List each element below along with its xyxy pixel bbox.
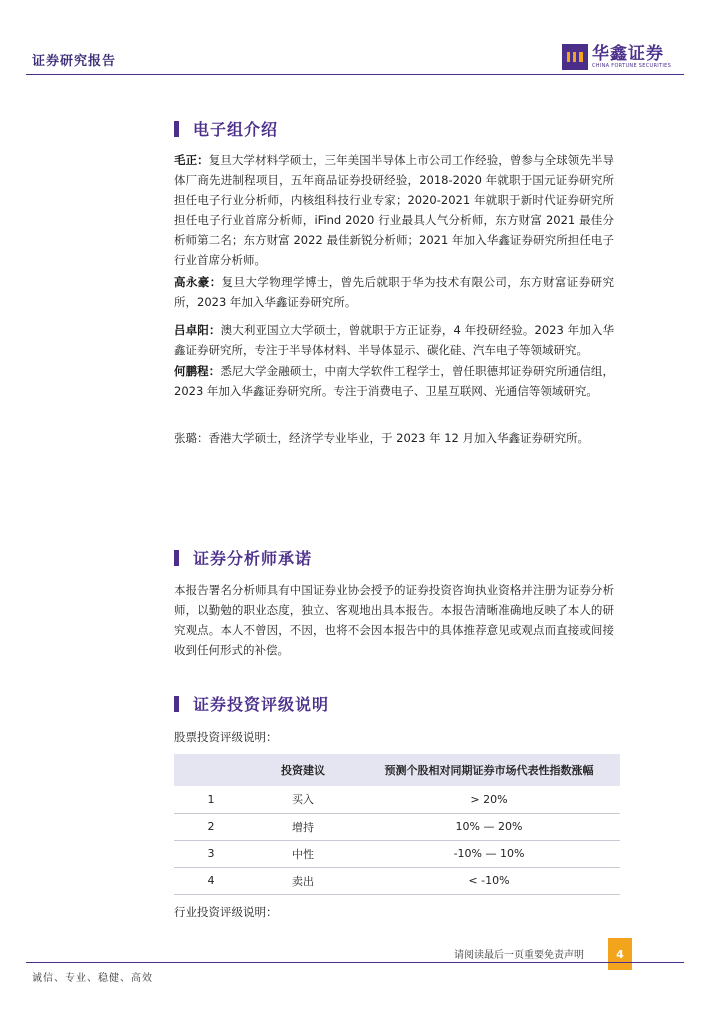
table-cell: < -10%	[358, 867, 620, 894]
disclaimer-note: 请阅读最后一页重要免责声明	[454, 950, 584, 961]
bio-mao-zheng	[174, 150, 614, 270]
table-row	[174, 813, 620, 840]
bio-text: 张璐：香港大学硕士，经济学专业毕业，于 2023 年 12 月加入华鑫证券研究所。	[174, 431, 590, 445]
header-divider	[26, 74, 684, 75]
logo-icon	[562, 44, 588, 70]
commitment-text: 本报告署名分析师具有中国证券业协会授予的证券投资咨询执业资格并注册为证券分析师，以勤勉的职业态度，独立、客观地出具本报告。本报告清晰准确地反映了本人的研究观点。本人不曾因，不因，也将不会因本报告中的具体推荐意见或观点而直接或间接收到任何形式的补偿。	[174, 583, 614, 657]
bio-name: 吕卓阳：	[174, 323, 221, 337]
table-cell: -10% — 10%	[358, 840, 620, 867]
section-commitment	[174, 546, 312, 569]
footer-divider	[26, 962, 684, 963]
report-type-label: 证券研究报告	[32, 54, 117, 69]
section-marker	[174, 121, 179, 137]
company-logo	[562, 44, 671, 70]
table-cell: 4	[174, 867, 248, 894]
table-cell: 增持	[248, 813, 358, 840]
table-cell: 中性	[248, 840, 358, 867]
table-cell: > 20%	[358, 786, 620, 813]
bio-gao-yonghao	[174, 272, 614, 312]
table-cell: 买入	[248, 786, 358, 813]
section-title: 电子组介绍	[193, 120, 279, 139]
table-row	[174, 867, 620, 894]
column-header	[174, 754, 248, 786]
table-cell: 卖出	[248, 867, 358, 894]
bio-he-pengcheng	[174, 361, 614, 401]
section-rating	[174, 692, 329, 715]
table-row	[174, 840, 620, 867]
footer-slogan: 诚信、专业、稳健、高效	[32, 973, 153, 984]
section-marker	[174, 696, 179, 712]
table-cell: 2	[174, 813, 248, 840]
table-cell: 1	[174, 786, 248, 813]
column-header: 预测个股相对同期证券市场代表性指数涨幅	[358, 754, 620, 786]
section-title: 证券投资评级说明	[193, 695, 330, 714]
page-number: 4	[608, 938, 632, 970]
bio-text: 悉尼大学金融硕士，中南大学软件工程学士，曾任职德邦证券研究所通信组，2023 年加入华鑫证券研究所。专注于消费电子、卫星互联网、光通信等领域研究。	[174, 364, 614, 398]
table-cell: 10% — 20%	[358, 813, 620, 840]
logo-name-en: CHINA FORTUNE SECURITIES	[592, 62, 672, 69]
bio-text: 复旦大学物理学博士，曾先后就职于华为技术有限公司，东方财富证券研究所，2023 年加入华鑫证券研究所。	[174, 275, 615, 309]
bio-text: 复旦大学材料学硕士，三年美国半导体上市公司工作经验，曾参与全球领先半导体厂商先进制程项目，五年商品证券投研经验，2018-2020 年就职于国元证券研究所担任电子行业分析师，内核组科技行业专家；2020-2021 年就职于新时代证券研究所担任电子行业首席分析师，iFind 2020 行业最具人气分析师，东方财富 2021 最佳分析师第二名；东方财富 2022 最佳新锐分析师；2021 年加入华鑫证券研究所担任电子行业首席分析师。	[174, 153, 615, 267]
logo-name-cn: 华鑫证券	[592, 43, 664, 64]
bio-lv-zhuoyang	[174, 320, 614, 360]
table-cell: 3	[174, 840, 248, 867]
bio-zhang-lu	[174, 428, 614, 448]
stock-rating-label: 股票投资评级说明：	[174, 730, 278, 744]
table-row	[174, 786, 620, 813]
bio-name: 毛正：	[174, 153, 209, 167]
bio-name: 高永豪：	[174, 275, 222, 289]
section-team	[174, 117, 278, 140]
bio-name: 何鹏程：	[174, 364, 221, 378]
stock-rating-table	[174, 754, 620, 895]
section-title: 证券分析师承诺	[193, 549, 313, 568]
section-marker	[174, 550, 179, 566]
industry-rating-label: 行业投资评级说明：	[174, 905, 278, 919]
bio-text: 澳大利亚国立大学硕士，曾就职于方正证券，4 年投研经验。2023 年加入华鑫证券研究所，专注于半导体材料、半导体显示、碳化硅、汽车电子等领域研究。	[174, 323, 615, 357]
table-header-row	[174, 754, 620, 786]
column-header: 投资建议	[248, 754, 358, 786]
